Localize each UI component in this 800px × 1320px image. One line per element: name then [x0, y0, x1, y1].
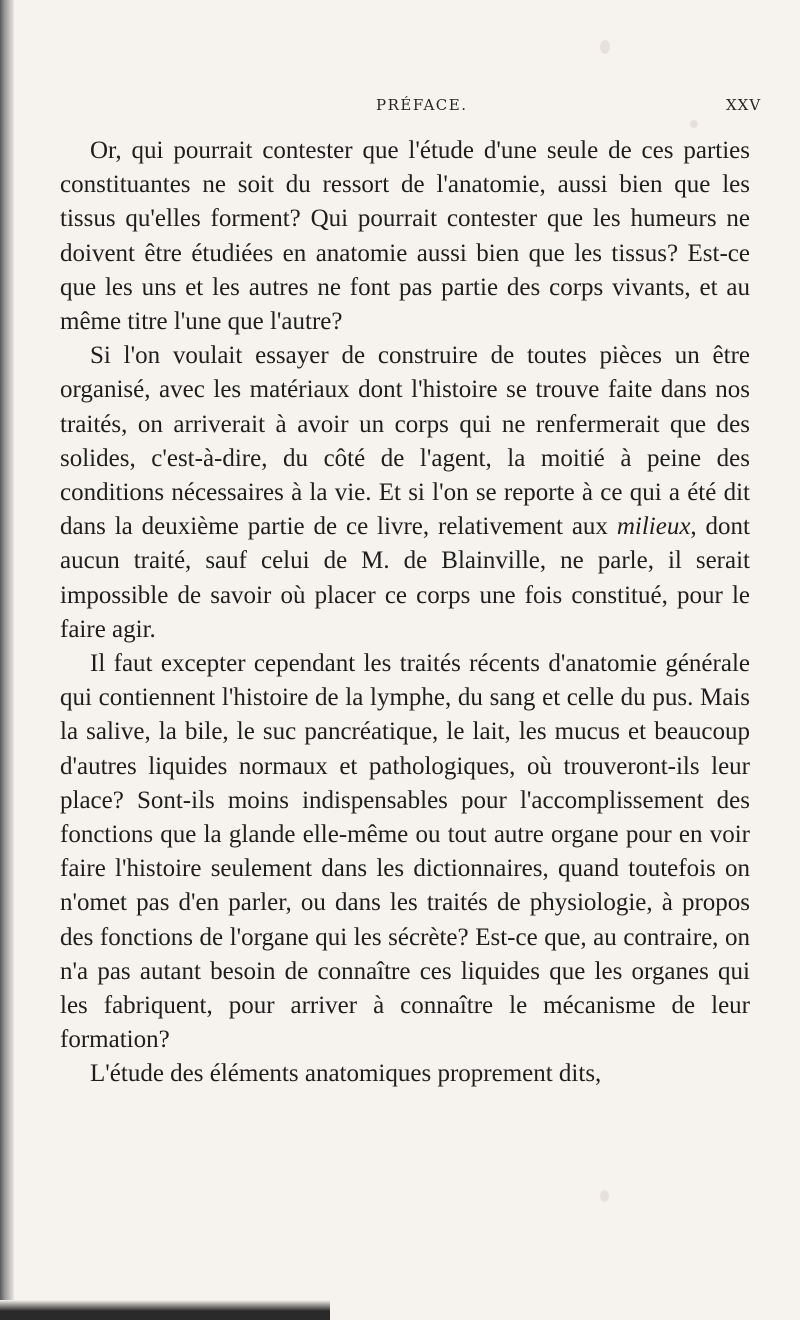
page-bottom-edge	[0, 1300, 330, 1320]
paragraph-2	[60, 339, 750, 647]
paragraph-4-text: L'étude des éléments anatomiques proprement dits,	[90, 1060, 602, 1088]
paragraph-2-italic: milieux	[616, 513, 691, 541]
paragraph-2-text: Si l'on voulait essayer de construire de toutes pièces un être organisé, avec les matériaux dont l'histoire se trouve faite dans nos traités, on arriverait à avoir un corps qui ne renfermerait que des solides, c'est-à-dire, du côté de l'agent, la moitié à peine des conditions nécessaires à la vie. Et si l'on se reporte à ce qui a été dit dans la deuxième partie de ce livre, relativement aux	[60, 342, 750, 541]
foxing-spot	[600, 1190, 609, 1202]
paragraph-4	[60, 1057, 750, 1091]
page-number: XXV	[726, 96, 762, 114]
foxing-spot	[690, 120, 698, 128]
paragraph-1	[60, 134, 750, 339]
paragraph-3	[60, 647, 750, 1057]
foxing-spot	[600, 40, 610, 54]
paragraph-2-text-after: , dont aucun traité, sauf celui de M. de Blainville, ne parle, il serait impossible de savoir où placer ce corps une fois constitué, pour le faire agir.	[60, 513, 751, 643]
running-head	[0, 96, 800, 120]
body-text	[60, 134, 750, 1092]
page-gutter-shadow	[0, 0, 14, 1320]
paragraph-1-text: Or, qui pourrait contester que l'étude d'une seule de ces parties constituantes ne soit du ressort de l'anatomie, aussi bien que les tissus qu'elles forment? Qui pourrait contester que les humeurs ne doivent être étudiées en anatomie aussi bien que les tissus? Est-ce que les uns et les autres ne font pas partie des corps vivants, et au même titre l'une que l'autre?	[60, 137, 750, 336]
running-head-title: PRÉFACE.	[376, 96, 468, 114]
paragraph-3-text: Il faut excepter cependant les traités récents d'anatomie générale qui contiennent l'histoire de la lymphe, du sang et celle du pus. Mais la salive, la bile, le suc pancréatique, le lait, les mucus et beaucoup d'autres liquides normaux et pathologiques, où trouveront-ils leur place? Sont-ils moins indispensables pour l'accomplissement des fonctions que la glande elle-même ou tout autre organe pour en voir faire l'histoire seulement dans les dictionnaires, quand toutefois on n'omet pas d'en parler, ou dans les traités de physiologie, à propos des fonctions de l'organe qui les sécrète? Est-ce que, au contraire, on n'a pas autant besoin de connaître ces liquides que les organes qui les fabriquent, pour arriver à connaître le mécanisme de leur formation?	[60, 650, 750, 1054]
